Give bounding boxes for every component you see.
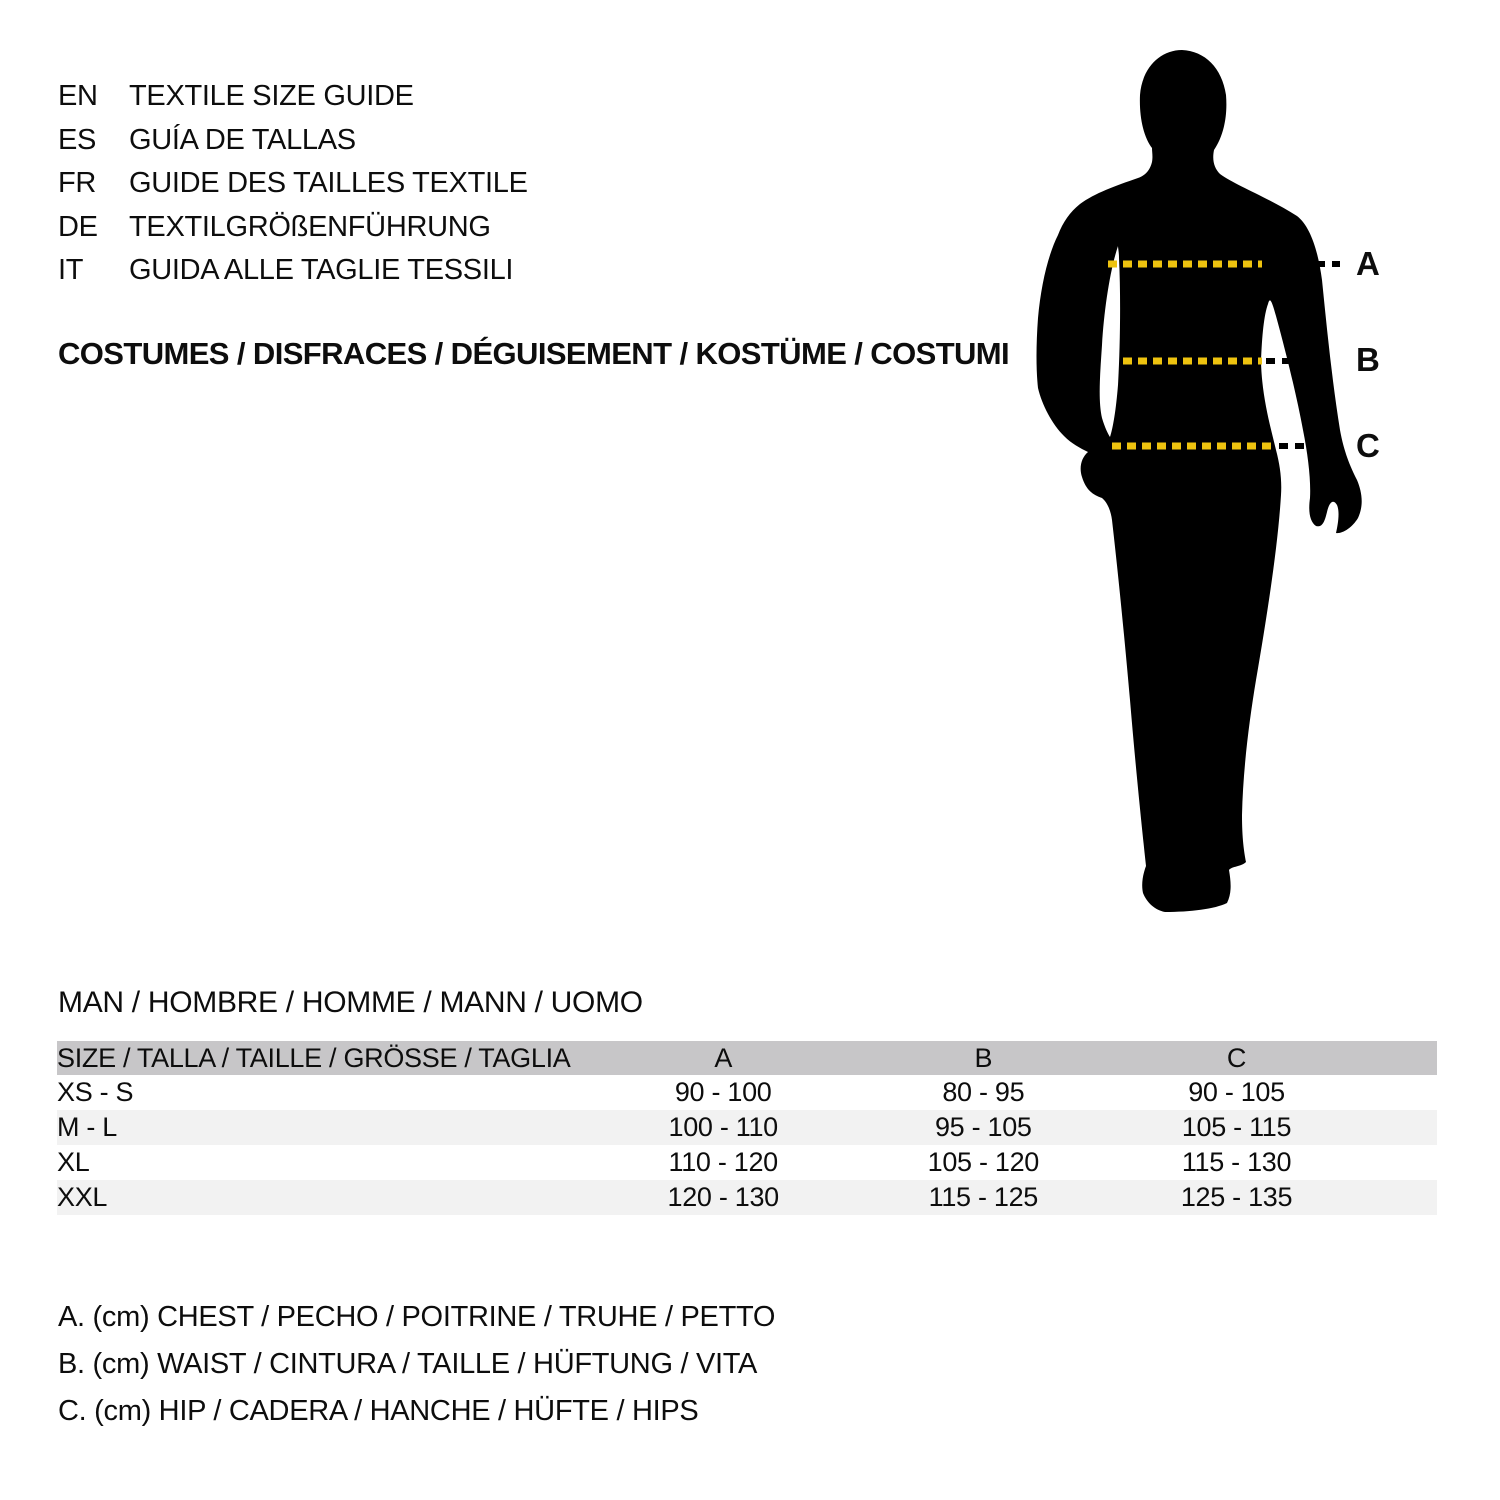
legend-item-chest: A. (cm) CHEST / PECHO / POITRINE / TRUHE / PETTO xyxy=(58,1301,776,1333)
measurement-legend xyxy=(58,1294,775,1435)
waist-cell: 115 - 125 xyxy=(928,1182,1038,1212)
size-column-header: SIZE / TALLA / TAILLE / GRÖSSE / TAGLIA xyxy=(57,1042,571,1073)
chest-cell: 100 - 110 xyxy=(668,1112,778,1142)
legend-item-waist: B. (cm) WAIST / CINTURA / TAILLE / HÜFTUNG / VITA xyxy=(58,1348,758,1380)
size-cell: XL xyxy=(57,1147,90,1177)
language-code: ES xyxy=(58,123,97,156)
row-spacer xyxy=(1363,1110,1437,1145)
chest-cell: 110 - 120 xyxy=(668,1147,778,1177)
size-table xyxy=(57,1041,1437,1215)
waist-cell: 95 - 105 xyxy=(934,1112,1032,1142)
language-code: IT xyxy=(58,254,84,287)
language-row xyxy=(58,119,528,163)
hip-cell: 90 - 105 xyxy=(1188,1077,1285,1107)
table-row xyxy=(57,1145,1437,1180)
guide-title: TEXTILE SIZE GUIDE xyxy=(129,80,414,113)
language-row xyxy=(58,75,528,119)
hip-cell: 125 - 135 xyxy=(1180,1182,1293,1212)
column-header-b: B xyxy=(974,1042,993,1073)
table-header-row xyxy=(57,1041,1437,1075)
hip-cell: 105 - 115 xyxy=(1181,1112,1292,1142)
row-spacer xyxy=(1363,1180,1437,1215)
guide-title: GUIDE DES TAILLES TEXTILE xyxy=(129,167,528,200)
table-row xyxy=(57,1075,1437,1110)
body-shape xyxy=(1037,50,1362,912)
size-cell: M - L xyxy=(57,1112,118,1142)
guide-title: TEXTILGRÖßENFÜHRUNG xyxy=(129,210,491,243)
language-row xyxy=(58,206,528,250)
header-spacer xyxy=(1363,1041,1437,1075)
legend-item-hip: C. (cm) HIP / CADERA / HANCHE / HÜFTE / HIPS xyxy=(58,1395,699,1427)
language-code: DE xyxy=(58,210,98,243)
waist-cell: 105 - 120 xyxy=(927,1147,1040,1177)
measure-label-chest: A xyxy=(1356,245,1380,282)
guide-title: GUIDA ALLE TAGLIE TESSILI xyxy=(129,254,514,287)
measure-label-hip: C xyxy=(1356,427,1380,464)
male-silhouette-figure xyxy=(1020,40,1380,920)
chest-cell: 90 - 100 xyxy=(674,1077,772,1107)
language-row xyxy=(58,162,528,206)
guide-title: GUÍA DE TALLAS xyxy=(129,123,356,156)
chest-cell: 120 - 130 xyxy=(667,1182,779,1212)
table-section-title: MAN / HOMBRE / HOMME / MANN / UOMO xyxy=(58,986,643,1019)
language-code: EN xyxy=(58,80,98,113)
hip-cell: 115 - 130 xyxy=(1181,1147,1292,1177)
category-title: COSTUMES / DISFRACES / DÉGUISEMENT / KOSTÜME / COSTUMI xyxy=(58,336,1010,371)
size-cell: XXL xyxy=(57,1182,108,1212)
table-row xyxy=(57,1110,1437,1145)
table-row xyxy=(57,1180,1437,1215)
language-title-list xyxy=(58,75,528,293)
male-silhouette-icon xyxy=(1020,40,1380,920)
row-spacer xyxy=(1363,1075,1437,1110)
row-spacer xyxy=(1363,1145,1437,1180)
waist-cell: 80 - 95 xyxy=(942,1077,1025,1107)
size-cell: XS - S xyxy=(57,1077,134,1107)
language-row xyxy=(58,249,528,293)
measure-label-waist: B xyxy=(1356,341,1380,378)
column-header-c: C xyxy=(1226,1042,1247,1073)
language-code: FR xyxy=(58,167,97,200)
column-header-a: A xyxy=(714,1042,733,1073)
